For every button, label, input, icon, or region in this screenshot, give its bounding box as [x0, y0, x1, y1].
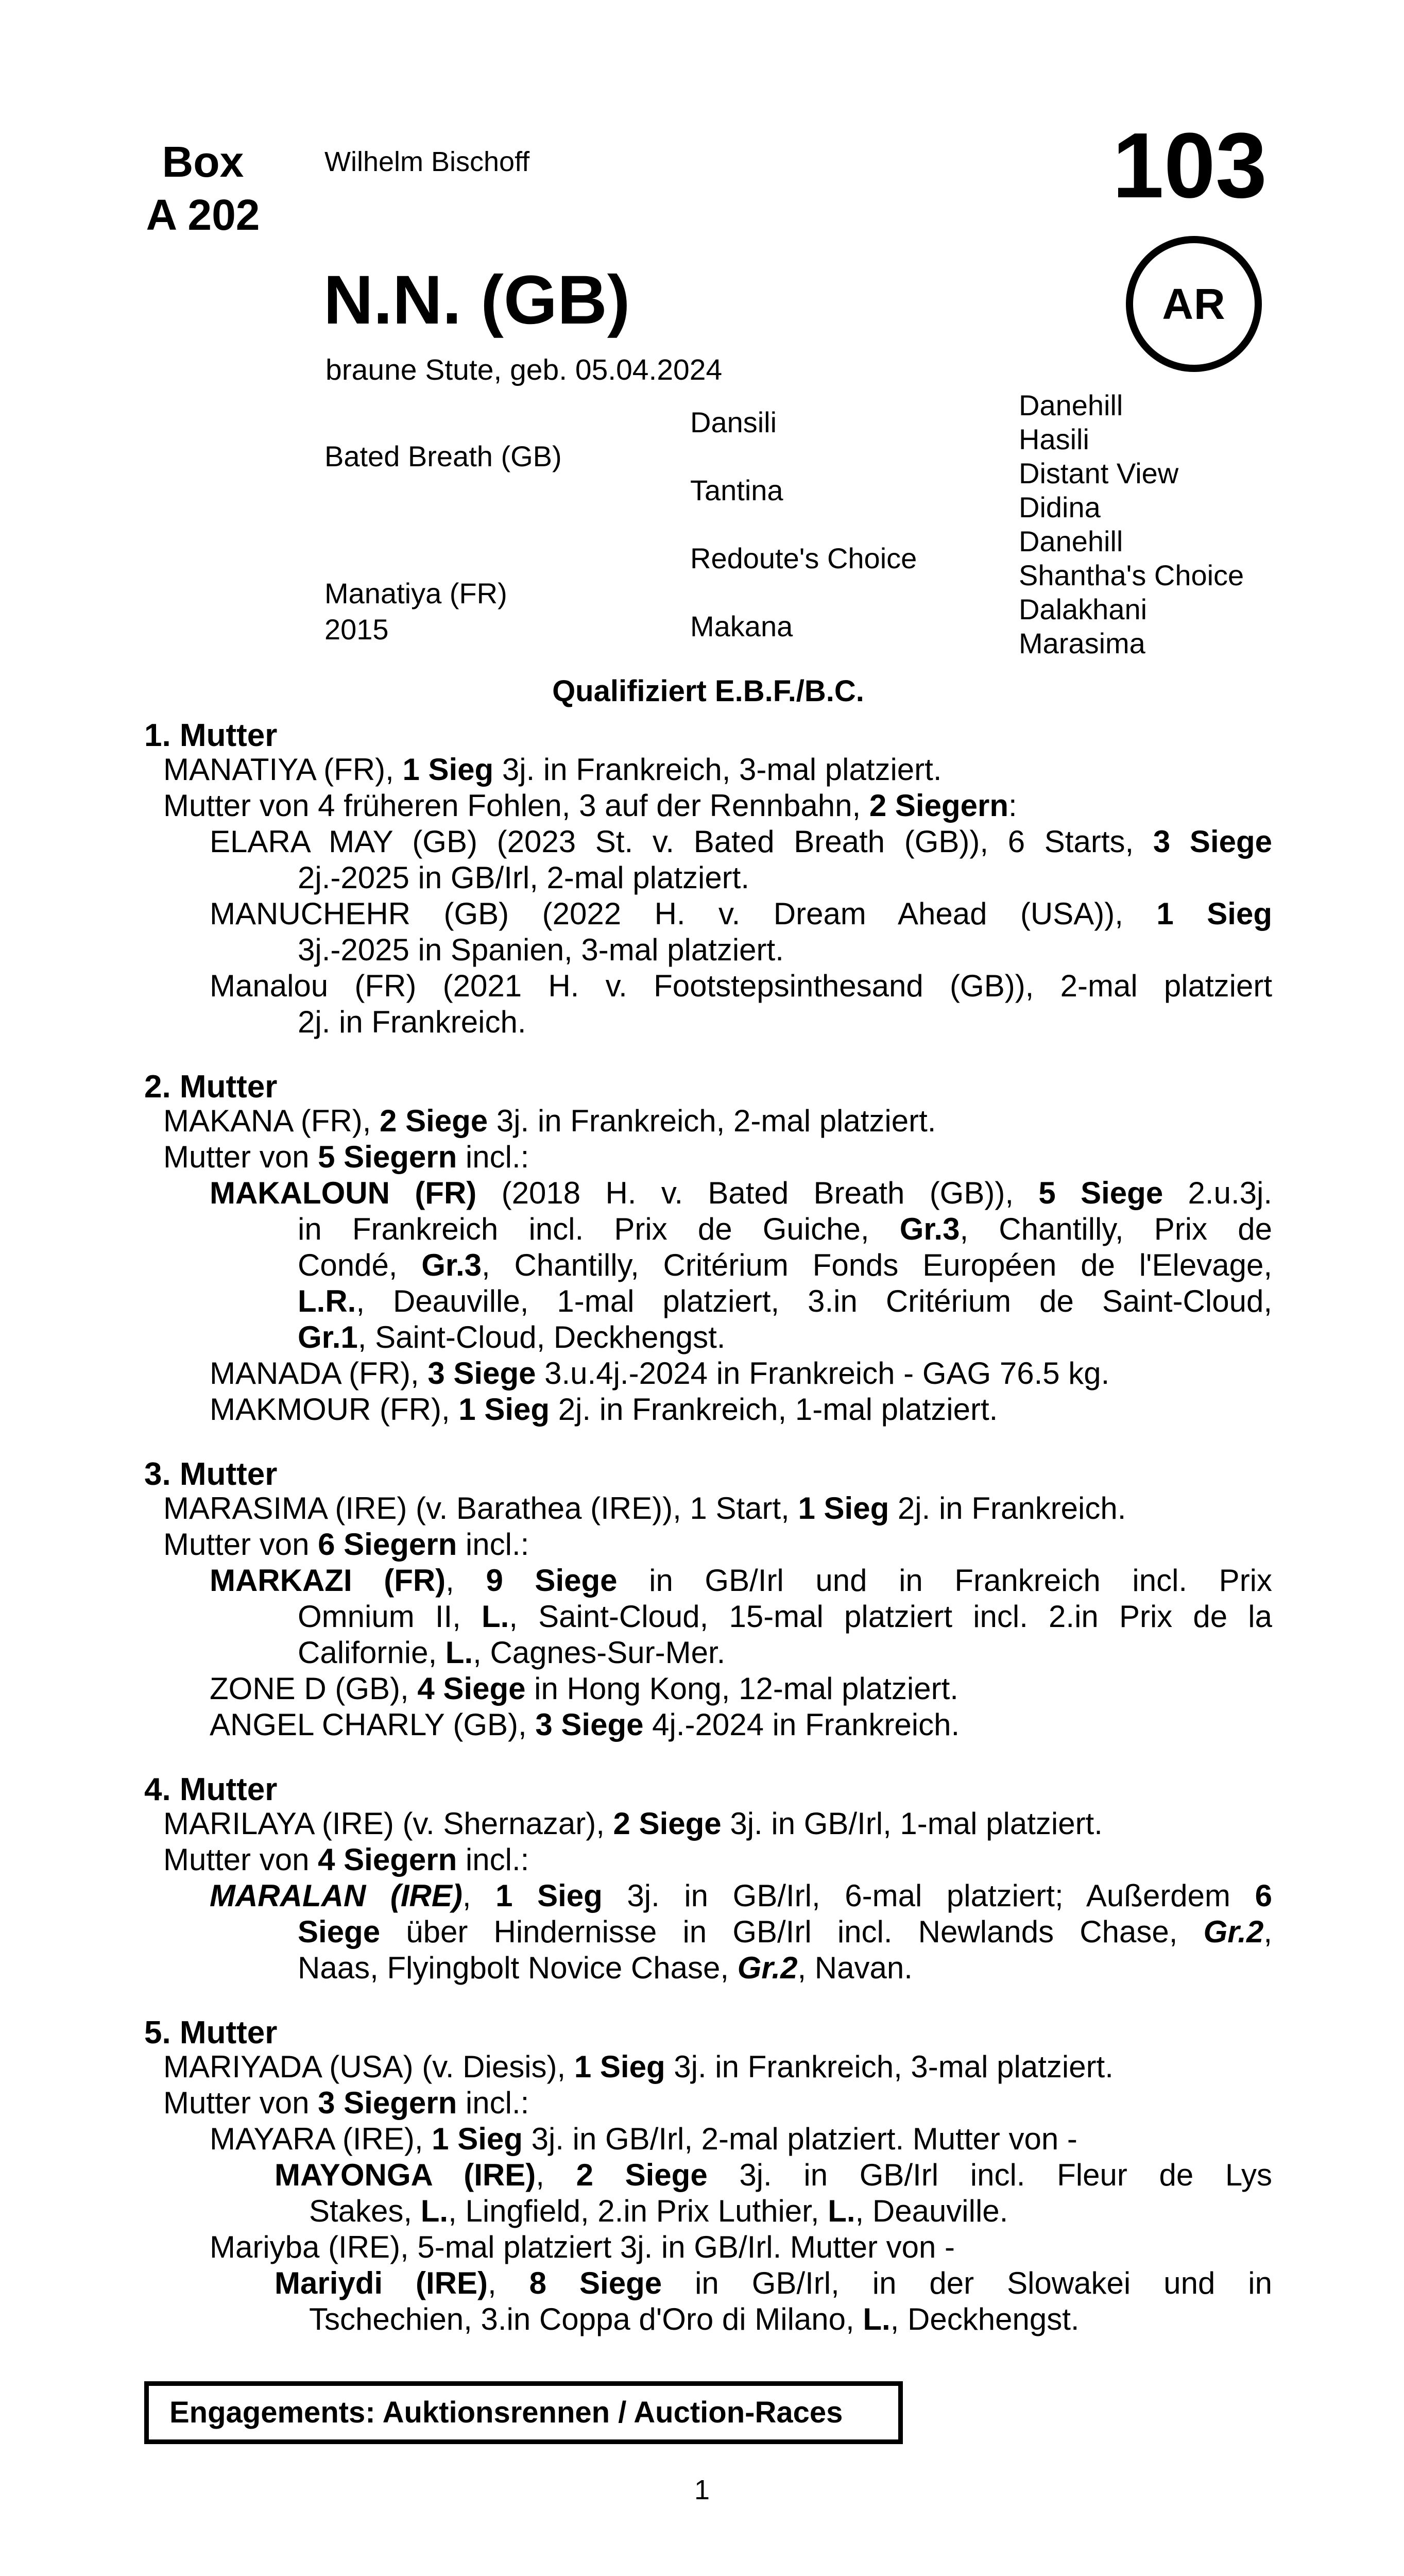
pedigree-gen2-name: Redoute's Choice — [690, 542, 917, 574]
section-heading: 3. Mutter — [144, 1456, 278, 1492]
pedigree-gen3-name: Distant View — [1019, 457, 1179, 489]
plain-text: 3j. in Frankreich, 3-mal platziert. — [493, 752, 942, 787]
section-line — [298, 1950, 1272, 1986]
section-line — [298, 860, 1272, 896]
section-line — [163, 1806, 1272, 1842]
plain-text: 3j. in Frankreich, 2-mal platziert. — [488, 1104, 936, 1138]
emphasized-text: Mariydi (IRE) — [275, 2266, 488, 2300]
box-number: A 202 — [146, 191, 260, 239]
section-line — [163, 788, 1272, 824]
catalog-text — [144, 673, 1272, 2444]
emphasized-text: MAYONGA (IRE) — [275, 2158, 536, 2192]
pedigree-gen3-name: Marasima — [1019, 627, 1145, 659]
pedigree-gen2-name: Makana — [690, 610, 793, 642]
box-label: Box — [162, 138, 244, 186]
pedigree-dam-name: Manatiya (FR) — [324, 577, 507, 609]
pedigree-gen3-name: Dalakhani — [1019, 593, 1148, 625]
plain-text: incl.: — [457, 1527, 529, 1562]
emphasized-text: L. — [828, 2194, 855, 2228]
emphasized-text: 4 Siege — [417, 1671, 526, 1706]
emphasized-text: 3 Siege — [1153, 824, 1272, 859]
emphasized-text: Siege — [298, 1914, 381, 1949]
section-line — [298, 1635, 1272, 1671]
emphasized-text: L. — [445, 1635, 473, 1670]
emphasized-text: 2 Siege — [613, 1806, 722, 1841]
section-line — [210, 824, 1272, 860]
qualification-note: Qualifiziert E.B.F./B.C. — [552, 674, 864, 708]
section-line — [298, 1599, 1272, 1635]
pedigree-gen3-name: Didina — [1019, 491, 1101, 523]
emphasized-text: 5 Siegern — [318, 1140, 457, 1174]
emphasized-text: Gr.1 — [298, 1320, 358, 1354]
section-line — [309, 2301, 1272, 2337]
plain-text: , Lingfield, 2.in Prix Luthier, — [448, 2194, 828, 2228]
section-line — [298, 1004, 1272, 1040]
pedigree-dam-block — [324, 575, 507, 648]
section-line — [210, 1355, 1272, 1392]
plain-text: , Saint-Cloud, Deckhengst. — [357, 1320, 726, 1354]
section-line — [163, 2049, 1272, 2085]
emphasized-text: 1 Sieg — [432, 2122, 523, 2156]
plain-text: ANGEL CHARLY (GB), — [210, 1707, 536, 1742]
plain-text: , — [446, 1563, 486, 1598]
emphasized-text: L. — [863, 2302, 891, 2336]
section-line — [163, 1842, 1272, 1878]
plain-text: Mutter von — [163, 1140, 318, 1174]
plain-text: 2j.-2025 in GB/Irl, 2-mal platziert. — [298, 860, 750, 895]
plain-text: 3j. in GB/Irl, 6-mal platziert; Außerdem — [602, 1878, 1255, 1913]
emphasized-text: 1 Sieg — [458, 1392, 550, 1427]
emphasized-text: 1 Sieg — [1156, 896, 1272, 931]
section-line — [298, 1283, 1272, 1319]
plain-text: Omnium II, — [298, 1599, 482, 1634]
section-line — [163, 752, 1272, 788]
pedigree-gen2-name: Tantina — [690, 474, 783, 506]
plain-text: , — [1263, 1914, 1272, 1949]
section-mutter-1 — [144, 720, 1272, 1040]
section-heading: 1. Mutter — [144, 718, 278, 753]
plain-text: , Saint-Cloud, 15-mal platziert incl. 2.in Prix de la — [509, 1599, 1272, 1634]
section-heading: 4. Mutter — [144, 1772, 278, 1807]
emphasized-text: 2 Siege — [576, 2158, 708, 2192]
emphasized-text: 6 — [1255, 1878, 1272, 1913]
emphasized-text: 2 Siegern — [869, 788, 1008, 823]
pedigree-gen3-name: Hasili — [1019, 423, 1089, 455]
plain-text: MANATIYA (FR), — [163, 752, 403, 787]
plain-text: , Deauville. — [855, 2194, 1008, 2228]
emphasized-text: 8 Siege — [529, 2266, 662, 2300]
section-line — [210, 1707, 1272, 1743]
plain-text: , Chantilly, Critérium Fonds Européen de l'Elevage, — [482, 1248, 1272, 1282]
pedigree-gen3-name: Shantha's Choice — [1019, 559, 1244, 591]
plain-text: MAKANA (FR), — [163, 1104, 380, 1138]
plain-text: , Cagnes-Sur-Mer. — [473, 1635, 726, 1670]
plain-text: MARILAYA (IRE) (v. Shernazar), — [163, 1806, 613, 1841]
section-line — [298, 932, 1272, 968]
plain-text: ELARA MAY (GB) (2023 St. v. Bated Breath (GB)), 6 Starts, — [210, 824, 1153, 859]
section-mutter-2 — [144, 1071, 1272, 1428]
plain-text: , Chantilly, Prix de — [960, 1212, 1272, 1246]
emphasized-text: 3 Siege — [427, 1356, 536, 1391]
pedigree-sire-name: Bated Breath (GB) — [324, 440, 562, 472]
section-heading: 2. Mutter — [144, 1069, 278, 1105]
emphasized-text: Gr.3 — [421, 1248, 482, 1282]
plain-text: Mutter von 4 früheren Fohlen, 3 auf der Rennbahn, — [163, 788, 869, 823]
pedigree-gen3-name: Danehill — [1019, 525, 1123, 557]
section-mutter-5 — [144, 2017, 1272, 2337]
plain-text: Mutter von — [163, 2086, 318, 2120]
plain-text: 3j. in GB/Irl incl. Fleur de Lys — [707, 2158, 1273, 2192]
emphasized-text: Gr.2 — [1203, 1914, 1264, 1949]
plain-text: 2.u.3j. — [1163, 1176, 1272, 1210]
mutter-sections — [144, 720, 1272, 2337]
plain-text: , — [536, 2158, 576, 2192]
plain-text: : — [1008, 788, 1017, 823]
section-mutter-3 — [144, 1456, 1273, 1743]
brand-mark-text: AR — [1162, 279, 1226, 328]
plain-text: (2018 H. v. Bated Breath (GB)), — [476, 1176, 1039, 1210]
plain-text: 3j. in GB/Irl, 1-mal platziert. — [721, 1806, 1103, 1841]
plain-text: 4j.-2024 in Frankreich. — [643, 1707, 960, 1742]
plain-text: , — [488, 2266, 529, 2300]
section-line — [275, 2265, 1272, 2301]
section-line — [210, 2121, 1272, 2157]
section-line — [163, 1490, 1272, 1527]
section-line — [210, 2229, 1272, 2265]
plain-text: Manalou (FR) (2021 H. v. Footstepsinthesand (GB)), 2-mal platziert — [210, 969, 1272, 1003]
emphasized-text: 1 Sieg — [495, 1878, 603, 1913]
plain-text: MANUCHEHR (GB) (2022 H. v. Dream Ahead (USA)), — [210, 896, 1157, 931]
page-number: 1 — [694, 2475, 710, 2505]
plain-text: incl.: — [457, 2086, 529, 2120]
section-line — [210, 1392, 1272, 1428]
section-line — [210, 968, 1272, 1004]
emphasized-text: MARALAN (IRE) — [210, 1878, 463, 1913]
plain-text: Stakes, — [309, 2194, 421, 2228]
plain-text: in GB/Irl und in Frankreich incl. Prix — [617, 1563, 1273, 1598]
plain-text: Condé, — [298, 1248, 422, 1282]
plain-text: 2j. in Frankreich, 1-mal platziert. — [550, 1392, 998, 1427]
horse-name: N.N. (GB) — [323, 262, 630, 338]
emphasized-text: 6 Siegern — [318, 1527, 457, 1562]
section-line — [210, 1563, 1272, 1599]
section-line — [163, 2085, 1272, 2121]
pedigree-gen3-name: Danehill — [1019, 389, 1123, 421]
pedigree-gen2-name: Dansili — [690, 406, 777, 438]
section-line — [163, 1527, 1272, 1563]
plain-text: 2j. in Frankreich. — [298, 1005, 526, 1039]
emphasized-text: 2 Siege — [380, 1104, 488, 1138]
brand-mark-circle — [1126, 236, 1262, 372]
emphasized-text: MAKALOUN (FR) — [210, 1176, 477, 1210]
emphasized-text: 9 Siege — [486, 1563, 618, 1598]
section-line — [163, 1139, 1272, 1175]
pedigree-dam-year: 2015 — [324, 613, 389, 646]
section-line — [210, 1175, 1272, 1211]
emphasized-text: MARKAZI (FR) — [210, 1563, 446, 1598]
box-assignment — [138, 135, 268, 242]
section-line — [210, 1878, 1272, 1914]
plain-text: Naas, Flyingbolt Novice Chase, — [298, 1951, 738, 1985]
plain-text: 2j. in Frankreich. — [889, 1491, 1126, 1526]
emphasized-text: Gr.3 — [899, 1212, 960, 1246]
plain-text: , Deauville, 1-mal platziert, 3.in Critérium de Saint-Cloud, — [356, 1284, 1272, 1318]
plain-text: incl.: — [457, 1842, 529, 1877]
plain-text: Californie, — [298, 1635, 446, 1670]
plain-text: 3j. in Frankreich, 3-mal platziert. — [665, 2049, 1114, 2084]
emphasized-text: L. — [482, 1599, 509, 1634]
section-line — [163, 1103, 1272, 1139]
emphasized-text: Gr.2 — [737, 1951, 798, 1985]
plain-text: MANADA (FR), — [210, 1356, 428, 1391]
section-mutter-4 — [144, 1774, 1272, 1986]
emphasized-text: 3 Siege — [535, 1707, 644, 1742]
plain-text: in Hong Kong, 12-mal platziert. — [525, 1671, 958, 1706]
plain-text: 3j.-2025 in Spanien, 3-mal platziert. — [298, 933, 784, 967]
consignor-name: Wilhelm Bischoff — [324, 146, 530, 177]
plain-text: 3j. in GB/Irl, 2-mal platziert. Mutter von - — [522, 2122, 1077, 2156]
emphasized-text: 1 Sieg — [574, 2049, 665, 2084]
section-heading: 5. Mutter — [144, 2015, 278, 2050]
engagements-box — [144, 2381, 903, 2444]
emphasized-text: 4 Siegern — [318, 1842, 457, 1877]
section-line — [298, 1319, 1272, 1355]
plain-text: MAYARA (IRE), — [210, 2122, 432, 2156]
plain-text: , Deckhengst. — [890, 2302, 1080, 2336]
section-line — [298, 1211, 1272, 1247]
section-line — [309, 2193, 1272, 2229]
section-line — [210, 1671, 1272, 1707]
section-line — [210, 896, 1272, 932]
emphasized-text: L. — [420, 2194, 449, 2228]
plain-text: ZONE D (GB), — [210, 1671, 418, 1706]
plain-text: Tschechien, 3.in Coppa d'Oro di Milano, — [309, 2302, 863, 2336]
lot-number: 103 — [1112, 114, 1267, 217]
plain-text: incl.: — [457, 1140, 529, 1174]
section-line — [298, 1247, 1272, 1283]
plain-text: 3.u.4j.-2024 in Frankreich - GAG 76.5 kg. — [536, 1356, 1110, 1391]
section-line — [275, 2157, 1272, 2193]
plain-text: Mutter von — [163, 1527, 318, 1562]
plain-text: MAKMOUR (FR), — [210, 1392, 459, 1427]
plain-text: in GB/Irl, in der Slowakei und in — [662, 2266, 1272, 2300]
plain-text: Mariyba (IRE), 5-mal platziert 3j. in GB/Irl. Mutter von - — [210, 2230, 955, 2264]
emphasized-text: 1 Sieg — [402, 752, 494, 787]
plain-text: MARASIMA (IRE) (v. Barathea (IRE)), 1 Start, — [163, 1491, 798, 1526]
plain-text: in Frankreich incl. Prix de Guiche, — [298, 1212, 900, 1246]
plain-text: , Navan. — [797, 1951, 913, 1985]
plain-text: Mutter von — [163, 1842, 318, 1877]
plain-text: über Hindernisse in GB/Irl incl. Newlands Chase, — [380, 1914, 1204, 1949]
engagements-text: Engagements: Auktionsrennen / Auction-Races — [169, 2396, 843, 2429]
horse-details: braune Stute, geb. 05.04.2024 — [326, 353, 723, 386]
emphasized-text: 1 Sieg — [798, 1491, 889, 1526]
plain-text: MARIYADA (USA) (v. Diesis), — [163, 2049, 574, 2084]
section-line — [298, 1914, 1272, 1950]
emphasized-text: L.R. — [298, 1284, 356, 1318]
emphasized-text: 3 Siegern — [318, 2086, 457, 2120]
emphasized-text: 5 Siege — [1038, 1176, 1163, 1210]
plain-text: , — [462, 1878, 496, 1913]
